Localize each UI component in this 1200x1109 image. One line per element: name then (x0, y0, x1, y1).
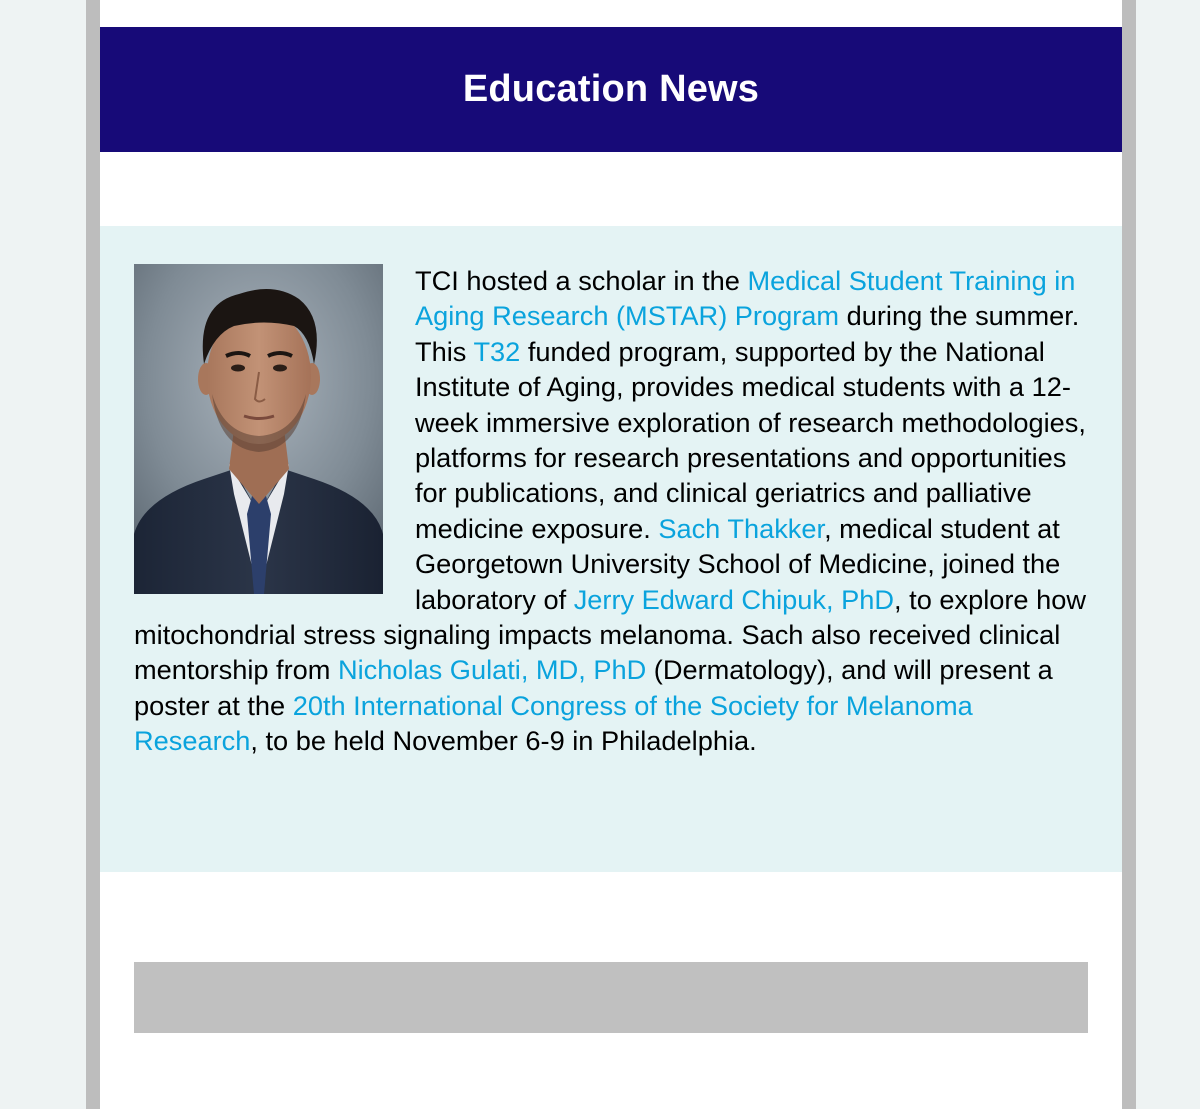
article-text-3: funded program, supported by the National Institute of Aging, provides medical students with a 12-week immersive exploration of research methodologies, platforms for research presentations and opportunities for publications, and clinical geriatrics and palliative medicine exposure. (415, 335, 1086, 544)
section-header (100, 27, 1122, 152)
article-text-7: , to be held November 6-9 in Philadelphia. (250, 725, 757, 757)
article-text-1: TCI hosted a scholar in the (415, 265, 748, 296)
article-text-4: , medical student at Georgetown University School of Medicine, joined the laboratory of (415, 512, 1061, 615)
section-title: Education News (462, 68, 760, 110)
article-text-6: (Dermatology), and will present a poster at the (134, 654, 1053, 721)
jerry-chipuk-link[interactable]: Jerry Edward Chipuk, PhD (573, 583, 895, 615)
article-card (100, 226, 1122, 872)
article-body (134, 263, 1089, 759)
nicholas-gulati-link[interactable]: Nicholas Gulati, MD, PhD (337, 654, 647, 686)
article-text-2: during the summer. This (415, 300, 1080, 367)
melanoma-congress-link[interactable]: 20th International Congress of the Society for Melanoma Research (134, 689, 973, 757)
mstar-program-link[interactable]: Medical Student Training in Aging Research (MSTAR) Program (415, 265, 1076, 332)
article-text-5: , to explore how mitochondrial stress signaling impacts melanoma. Sach also received clinical mentorship from (134, 583, 1086, 686)
t32-link[interactable]: T32 (473, 335, 521, 367)
footer-placeholder-bar (134, 962, 1088, 1033)
sach-thakker-link[interactable]: Sach Thakker (658, 512, 825, 544)
profile-photo (134, 264, 383, 594)
